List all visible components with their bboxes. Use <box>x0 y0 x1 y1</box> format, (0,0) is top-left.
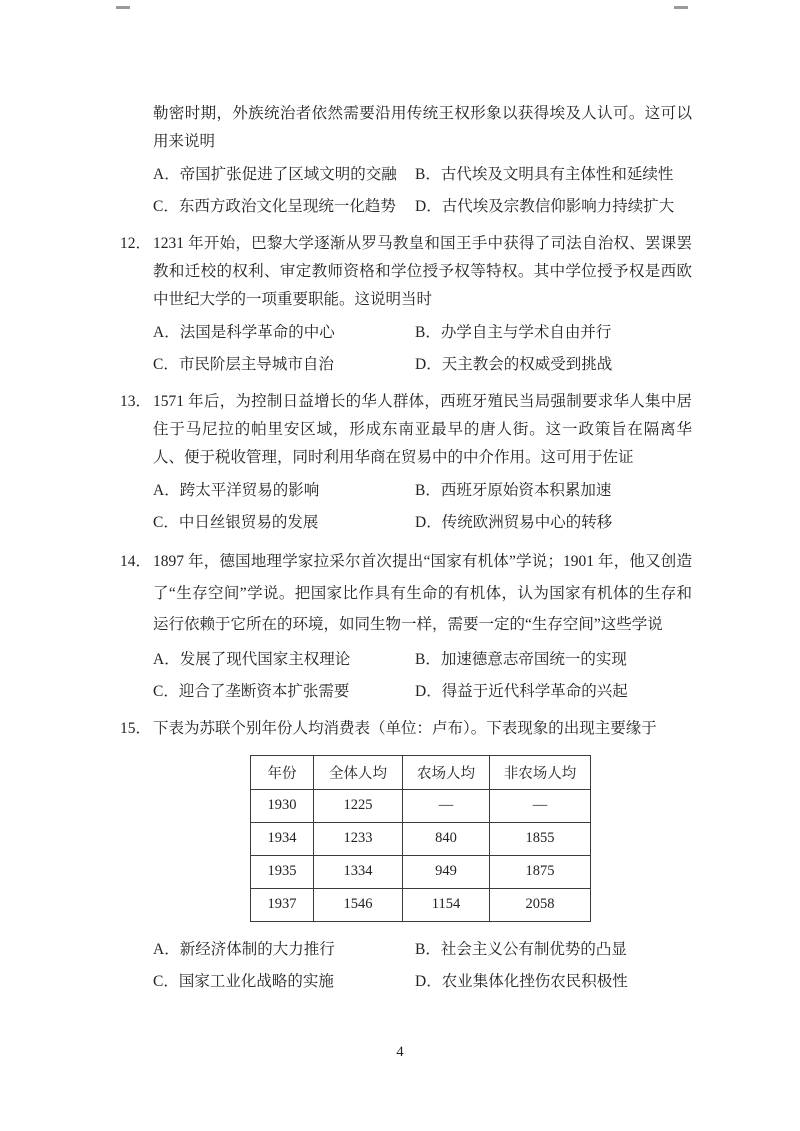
table-row <box>251 822 591 855</box>
options-block <box>153 644 692 708</box>
scan-mark-right <box>674 6 688 9</box>
option-d: D．得益于近代科学革命的兴起 <box>415 682 628 700</box>
cell-year: 1937 <box>251 888 314 921</box>
question-stem: 1897 年，德国地理学家拉采尔首次提出“国家有机体”学说；1901 年，他又创造了“生存空间”学说。把国家比作具有生命的有机体，认为国家有机体的生存和运行依赖于它所在的环境，如同生物一样，需要一定的“生存空间”这些学说 <box>153 553 692 633</box>
options-block <box>153 317 692 381</box>
option-d: D．农业集体化挫伤农民积极性 <box>415 972 628 990</box>
option-c: C．中日丝银贸易的发展 <box>153 514 319 531</box>
question-number <box>120 100 153 156</box>
question-15 <box>120 715 692 998</box>
options-block <box>153 159 692 223</box>
question-14 <box>120 546 692 708</box>
question-number: 14． <box>120 553 152 570</box>
cell-nonfarm: 1875 <box>490 855 591 888</box>
option-b: B．古代埃及文明具有主体性和延续性 <box>415 166 674 183</box>
table-row <box>251 789 591 822</box>
cell-farm: 949 <box>403 855 490 888</box>
table-header-farm: 农场人均 <box>403 755 490 789</box>
option-a: A．帝国扩张促进了区域文明的交融 <box>153 166 397 183</box>
cell-nonfarm: 2058 <box>490 888 591 921</box>
consumption-table <box>250 755 591 922</box>
options-block <box>153 934 692 998</box>
cell-farm: — <box>403 789 490 822</box>
table-header-year: 年份 <box>251 755 314 789</box>
table-row <box>251 888 591 921</box>
option-c: C．迎合了垄断资本扩张需要 <box>153 682 350 700</box>
option-b: B．加速德意志帝国统一的实现 <box>415 650 627 668</box>
cell-nonfarm: — <box>490 789 591 822</box>
cell-year: 1930 <box>251 789 314 822</box>
cell-farm: 840 <box>403 822 490 855</box>
options-block <box>153 475 692 539</box>
question-13 <box>120 388 692 539</box>
question-number: 12． <box>120 235 152 252</box>
option-c: C．市民阶层主导城市自治 <box>153 356 334 373</box>
option-b: B．办学自主与学术自由并行 <box>415 324 612 341</box>
option-a: A．跨太平洋贸易的影响 <box>153 482 320 499</box>
cell-farm: 1154 <box>403 888 490 921</box>
table-header-nonfarm: 非农场人均 <box>490 755 591 789</box>
question-stem: 下表为苏联个别年份人均消费表（单位：卢布）。下表现象的出现主要缘于 <box>153 719 657 737</box>
question-stem: 1231 年开始，巴黎大学逐渐从罗马教皇和国王手中获得了司法自治权、罢课罢教和迁校的权利、审定教师资格和学位授予权等特权。其中学位授予权是西欧中世纪大学的一项重要职能。这说明当时 <box>153 235 692 308</box>
scan-mark-left <box>116 6 130 9</box>
question-12 <box>120 230 692 381</box>
question-stem: 勒密时期，外族统治者依然需要沿用传统王权形象以获得埃及人认可。这可以用来说明 <box>153 105 692 150</box>
cell-year: 1935 <box>251 855 314 888</box>
option-a: A．法国是科学革命的中心 <box>153 324 335 341</box>
question-stem: 1571 年后，为控制日益增长的华人群体，西班牙殖民当局强制要求华人集中居住于马尼拉的帕里安区域，形成东南亚最早的唐人街。这一政策旨在隔离华人、便于税收管理，同时利用华商在贸易中的中介作用。这可用于佐证 <box>153 393 692 466</box>
question-11-continuation <box>120 100 692 223</box>
cell-all: 1334 <box>314 855 403 888</box>
option-d: D．古代埃及宗教信仰影响力持续扩大 <box>415 198 675 215</box>
cell-nonfarm: 1855 <box>490 822 591 855</box>
option-b: B．西班牙原始资本积累加速 <box>415 482 612 499</box>
option-a: A．发展了现代国家主权理论 <box>153 650 351 668</box>
option-c: C．国家工业化战略的实施 <box>153 972 334 990</box>
table-row <box>251 855 591 888</box>
table-header-all: 全体人均 <box>314 755 403 789</box>
question-number: 13． <box>120 393 152 410</box>
option-d: D．传统欧洲贸易中心的转移 <box>415 514 613 531</box>
option-c: C．东西方政治文化呈现统一化趋势 <box>153 198 396 215</box>
option-d: D．天主教会的权威受到挑战 <box>415 356 613 373</box>
page-number: 4 <box>396 1044 404 1060</box>
question-number: 15． <box>120 719 152 737</box>
cell-year: 1934 <box>251 822 314 855</box>
option-a: A．新经济体制的大力推行 <box>153 940 335 958</box>
cell-all: 1546 <box>314 888 403 921</box>
table-header-row <box>251 755 591 789</box>
option-b: B．社会主义公有制优势的凸显 <box>415 940 627 958</box>
cell-all: 1225 <box>314 789 403 822</box>
cell-all: 1233 <box>314 822 403 855</box>
